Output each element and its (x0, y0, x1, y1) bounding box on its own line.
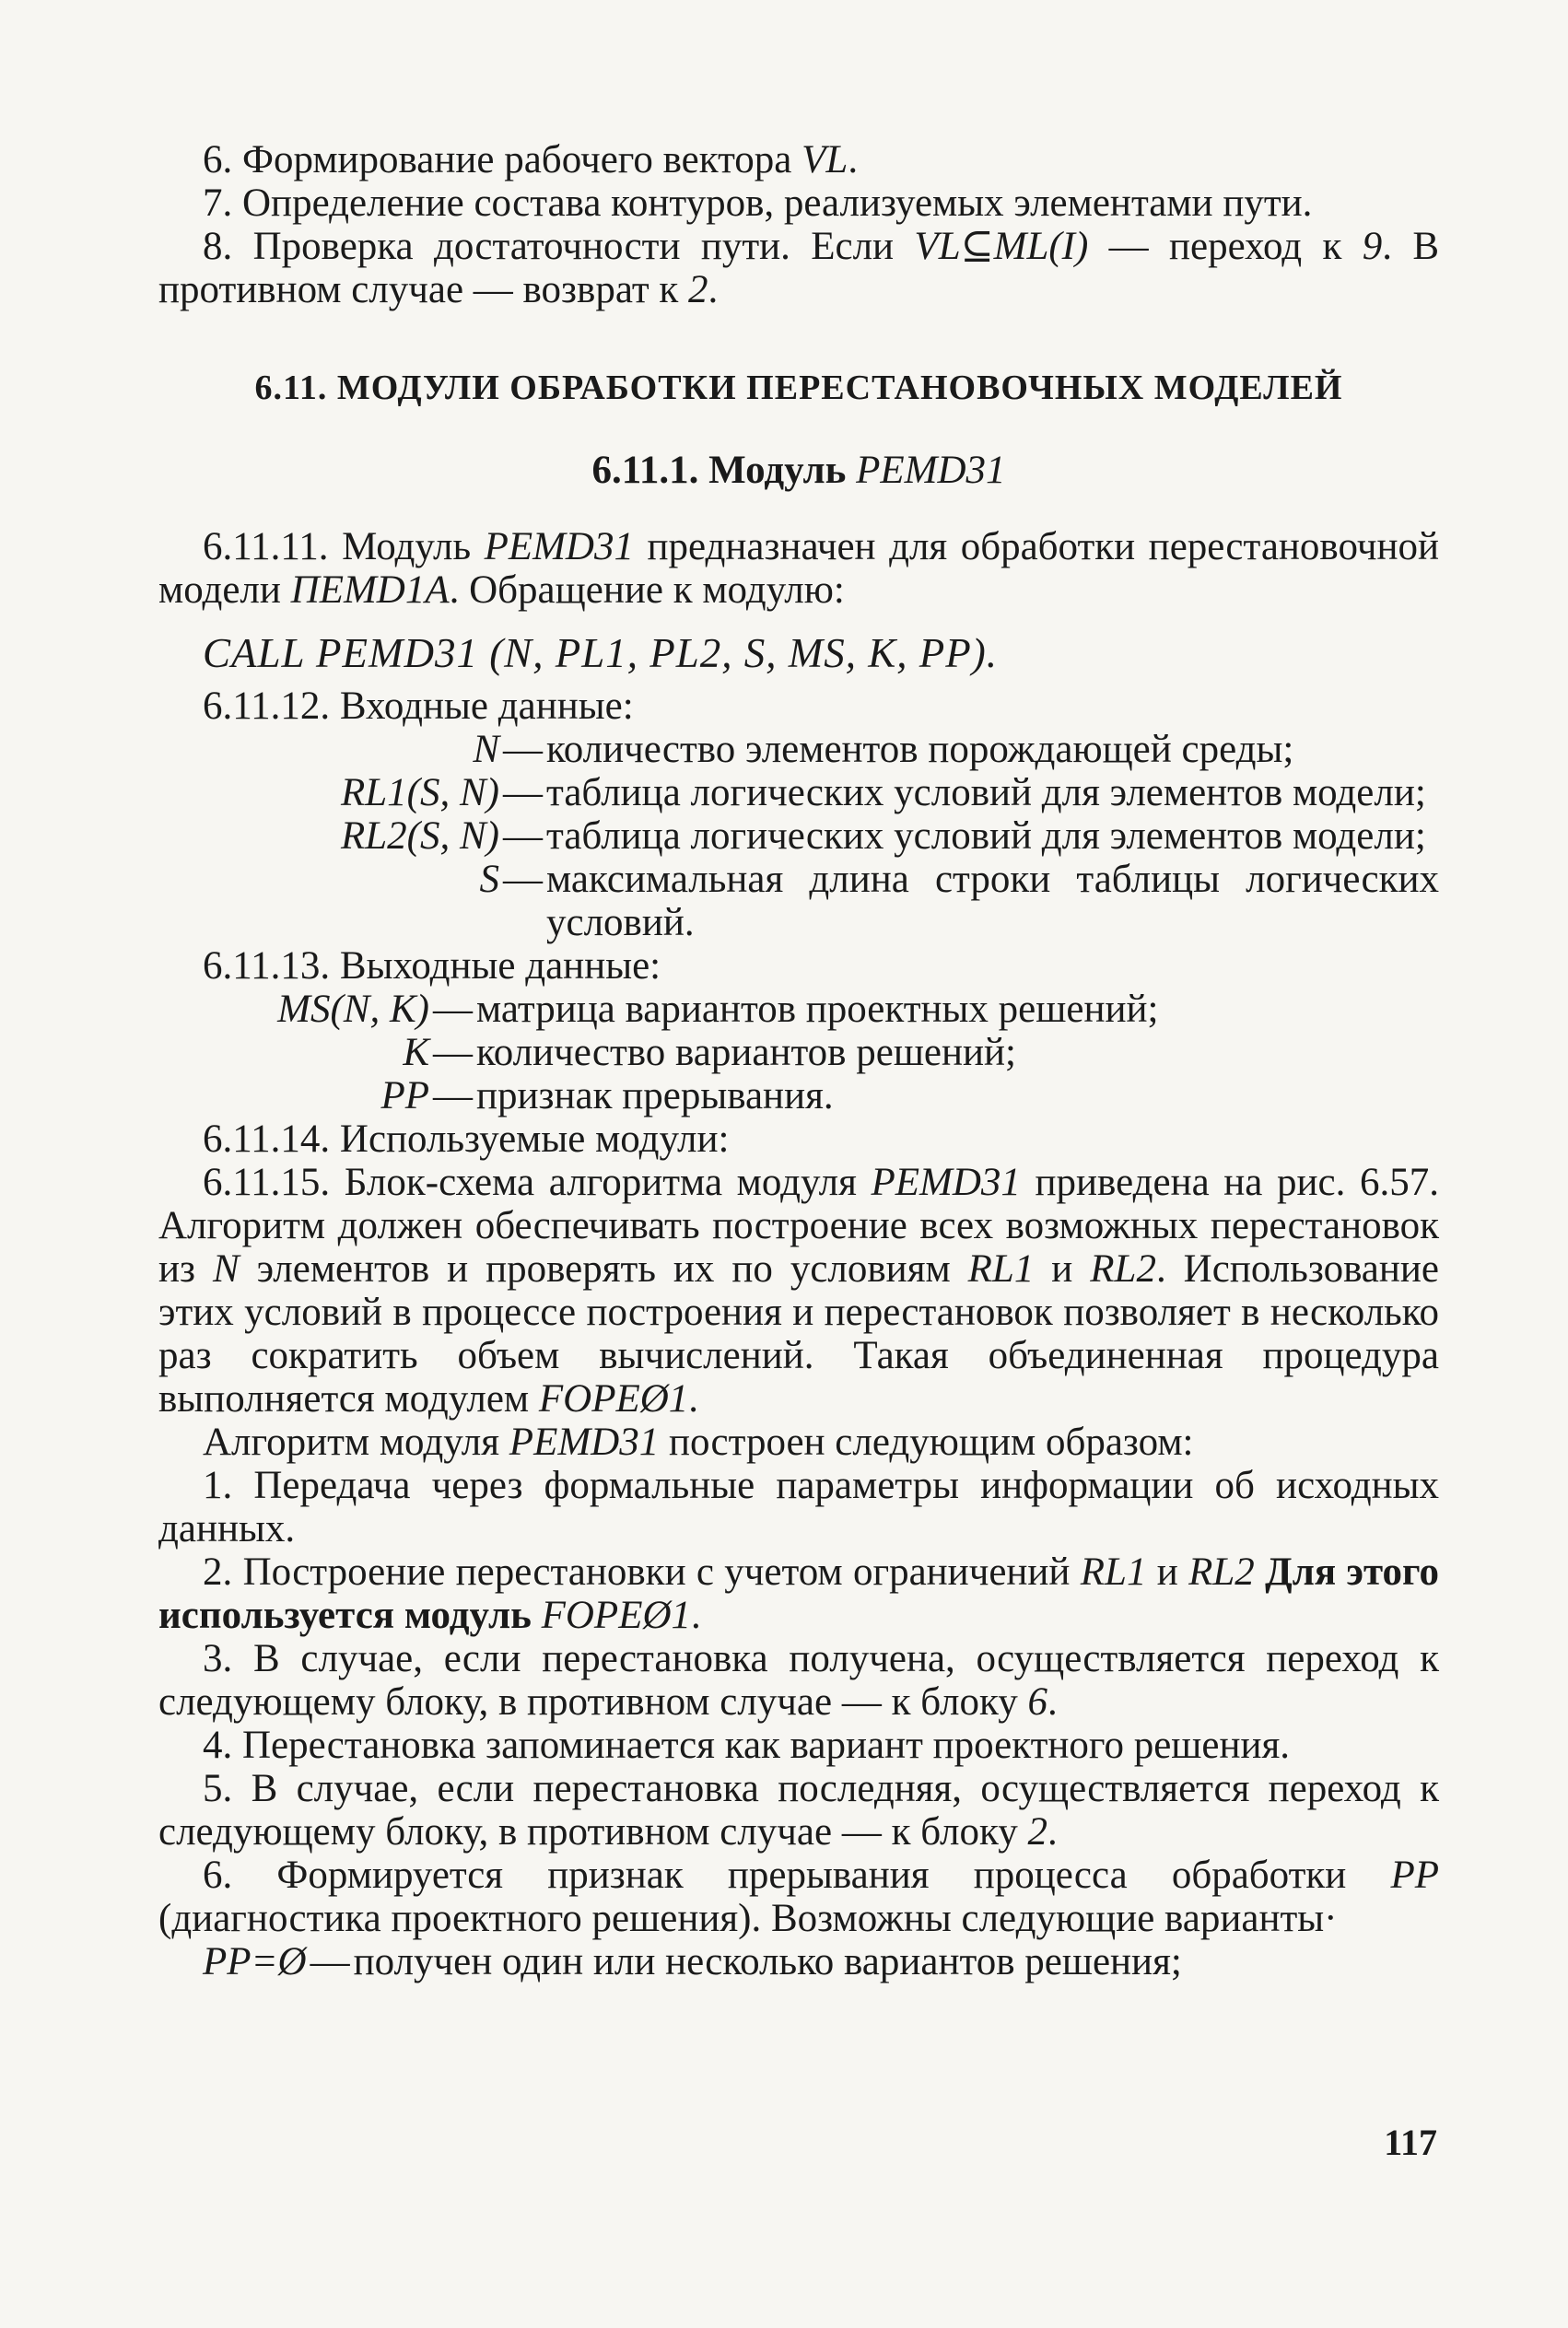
paragraph-6-11-14: 6.11.14. Используемые модули: (203, 1117, 730, 1161)
algorithm-step: 6. Формируется признак прерывания процесса обработки PP (диагностика проектного решения). Возможны следующие варианты· (158, 1854, 1439, 1940)
list-item: 8. Проверка достаточности пути. Если VL⊆ML(I) — переход к 9. В противном случае — возврат к 2. (158, 225, 1439, 311)
algorithm-step: 5. В случае, если перестановка последняя, осуществляется переход к следующему блоку, в противном случае — к блоку 2. (158, 1767, 1439, 1854)
definition-row: S — максимальная длина строки таблицы логических условий. (158, 858, 1439, 944)
algorithm-step: 2. Построение перестановки с учетом ограничений RL1 и RL2 Для этого используется модуль FOPEØ1. (158, 1550, 1440, 1637)
definition-term: RL1(S, N) (341, 771, 499, 814)
definition-text: количество вариантов решений; (476, 1031, 1017, 1074)
input-definitions (158, 728, 1439, 944)
paragraph-6-11-12: 6.11.12. Входные данные: (203, 684, 634, 728)
definition-term: N (473, 728, 499, 771)
section-heading: 6.11. МОДУЛИ ОБРАБОТКИ ПЕРЕСТАНОВОЧНЫХ МОДЕЛЕЙ (254, 369, 1343, 407)
definition-term: RL2(S, N) (341, 814, 499, 858)
algorithm-step: 3. В случае, если перестановка получена, осуществляется переход к следующему блоку, в противном случае — к блоку 6. (158, 1637, 1439, 1724)
algorithm-intro: Алгоритм модуля PEMD31 построен следующим образом: (203, 1421, 1194, 1464)
definition-text: матрица вариантов проектных решений; (476, 988, 1159, 1031)
algorithm-step: 4. Перестановка запоминается как вариант проектного решения. (203, 1724, 1291, 1767)
output-definitions (158, 988, 1439, 1117)
paragraph-6-11-11: 6.11.11. Модуль PEMD31 предназначен для обработки перестановочной модели ПЕМD1А. Обращение к модулю: (158, 525, 1439, 612)
definition-row: K — количество вариантов решений; (158, 1031, 1439, 1074)
definition-row: RL2(S, N) — таблица логических условий для элементов модели; (158, 814, 1439, 858)
definition-text: получен один или несколько вариантов решения; (353, 1940, 1182, 1983)
definition-term: MS(N, K) (277, 988, 429, 1031)
page-number: 117 (1384, 2122, 1437, 2163)
text-column (158, 138, 1439, 1983)
definition-text: максимальная длина строки таблицы логических условий. (546, 858, 1439, 944)
definition-text: таблица логических условий для элементов модели; (546, 771, 1426, 814)
definition-term: PP (380, 1074, 429, 1117)
definition-row: N — количество элементов порождающей среды; (158, 728, 1439, 771)
definition-term: K (403, 1031, 429, 1074)
paragraph-6-11-15: 6.11.15. Блок-схема алгоритма модуля PEMD31 приведена на рис. 6.57. Алгоритм должен обеспечивать построение всех возможных перестановок из N элементов и проверять их по условиям RL1 и RL2. Использование этих условий в процессе построения и перестановок позволяет в несколько раз сократить объем вычислений. Такая объединенная процедура выполняется модулем FOPEØ1. (158, 1161, 1439, 1421)
definition-text: таблица логических условий для элементов модели; (546, 814, 1426, 858)
definition-row: PP — признак прерывания. (158, 1074, 1439, 1117)
definition-text: признак прерывания. (476, 1074, 834, 1117)
subsection-heading: 6.11.1. Модуль PEMD31 (591, 449, 1006, 492)
definition-term: S (479, 858, 499, 901)
definition-row: MS(N, K) — матрица вариантов проектных решений; (158, 988, 1439, 1031)
definition-term: PP=Ø (203, 1940, 307, 1983)
list-item: 6. Формирование рабочего вектора VL. (203, 138, 859, 181)
definition-row: PP=Ø — получен один или несколько вариантов решения; (158, 1940, 1439, 1983)
algorithm-step: 1. Передача через формальные параметры информации об исходных данных. (158, 1464, 1439, 1550)
call-statement: CALL PEMD31 (N, PL1, PL2, S, MS, K, PP). (203, 630, 998, 676)
paragraph-6-11-13: 6.11.13. Выходные данные: (203, 944, 661, 988)
definition-text: количество элементов порождающей среды; (546, 728, 1294, 771)
list-item: 7. Определение состава контуров, реализуемых элементами пути. (203, 181, 1313, 225)
definition-row: RL1(S, N) — таблица логических условий для элементов модели; (158, 771, 1439, 814)
